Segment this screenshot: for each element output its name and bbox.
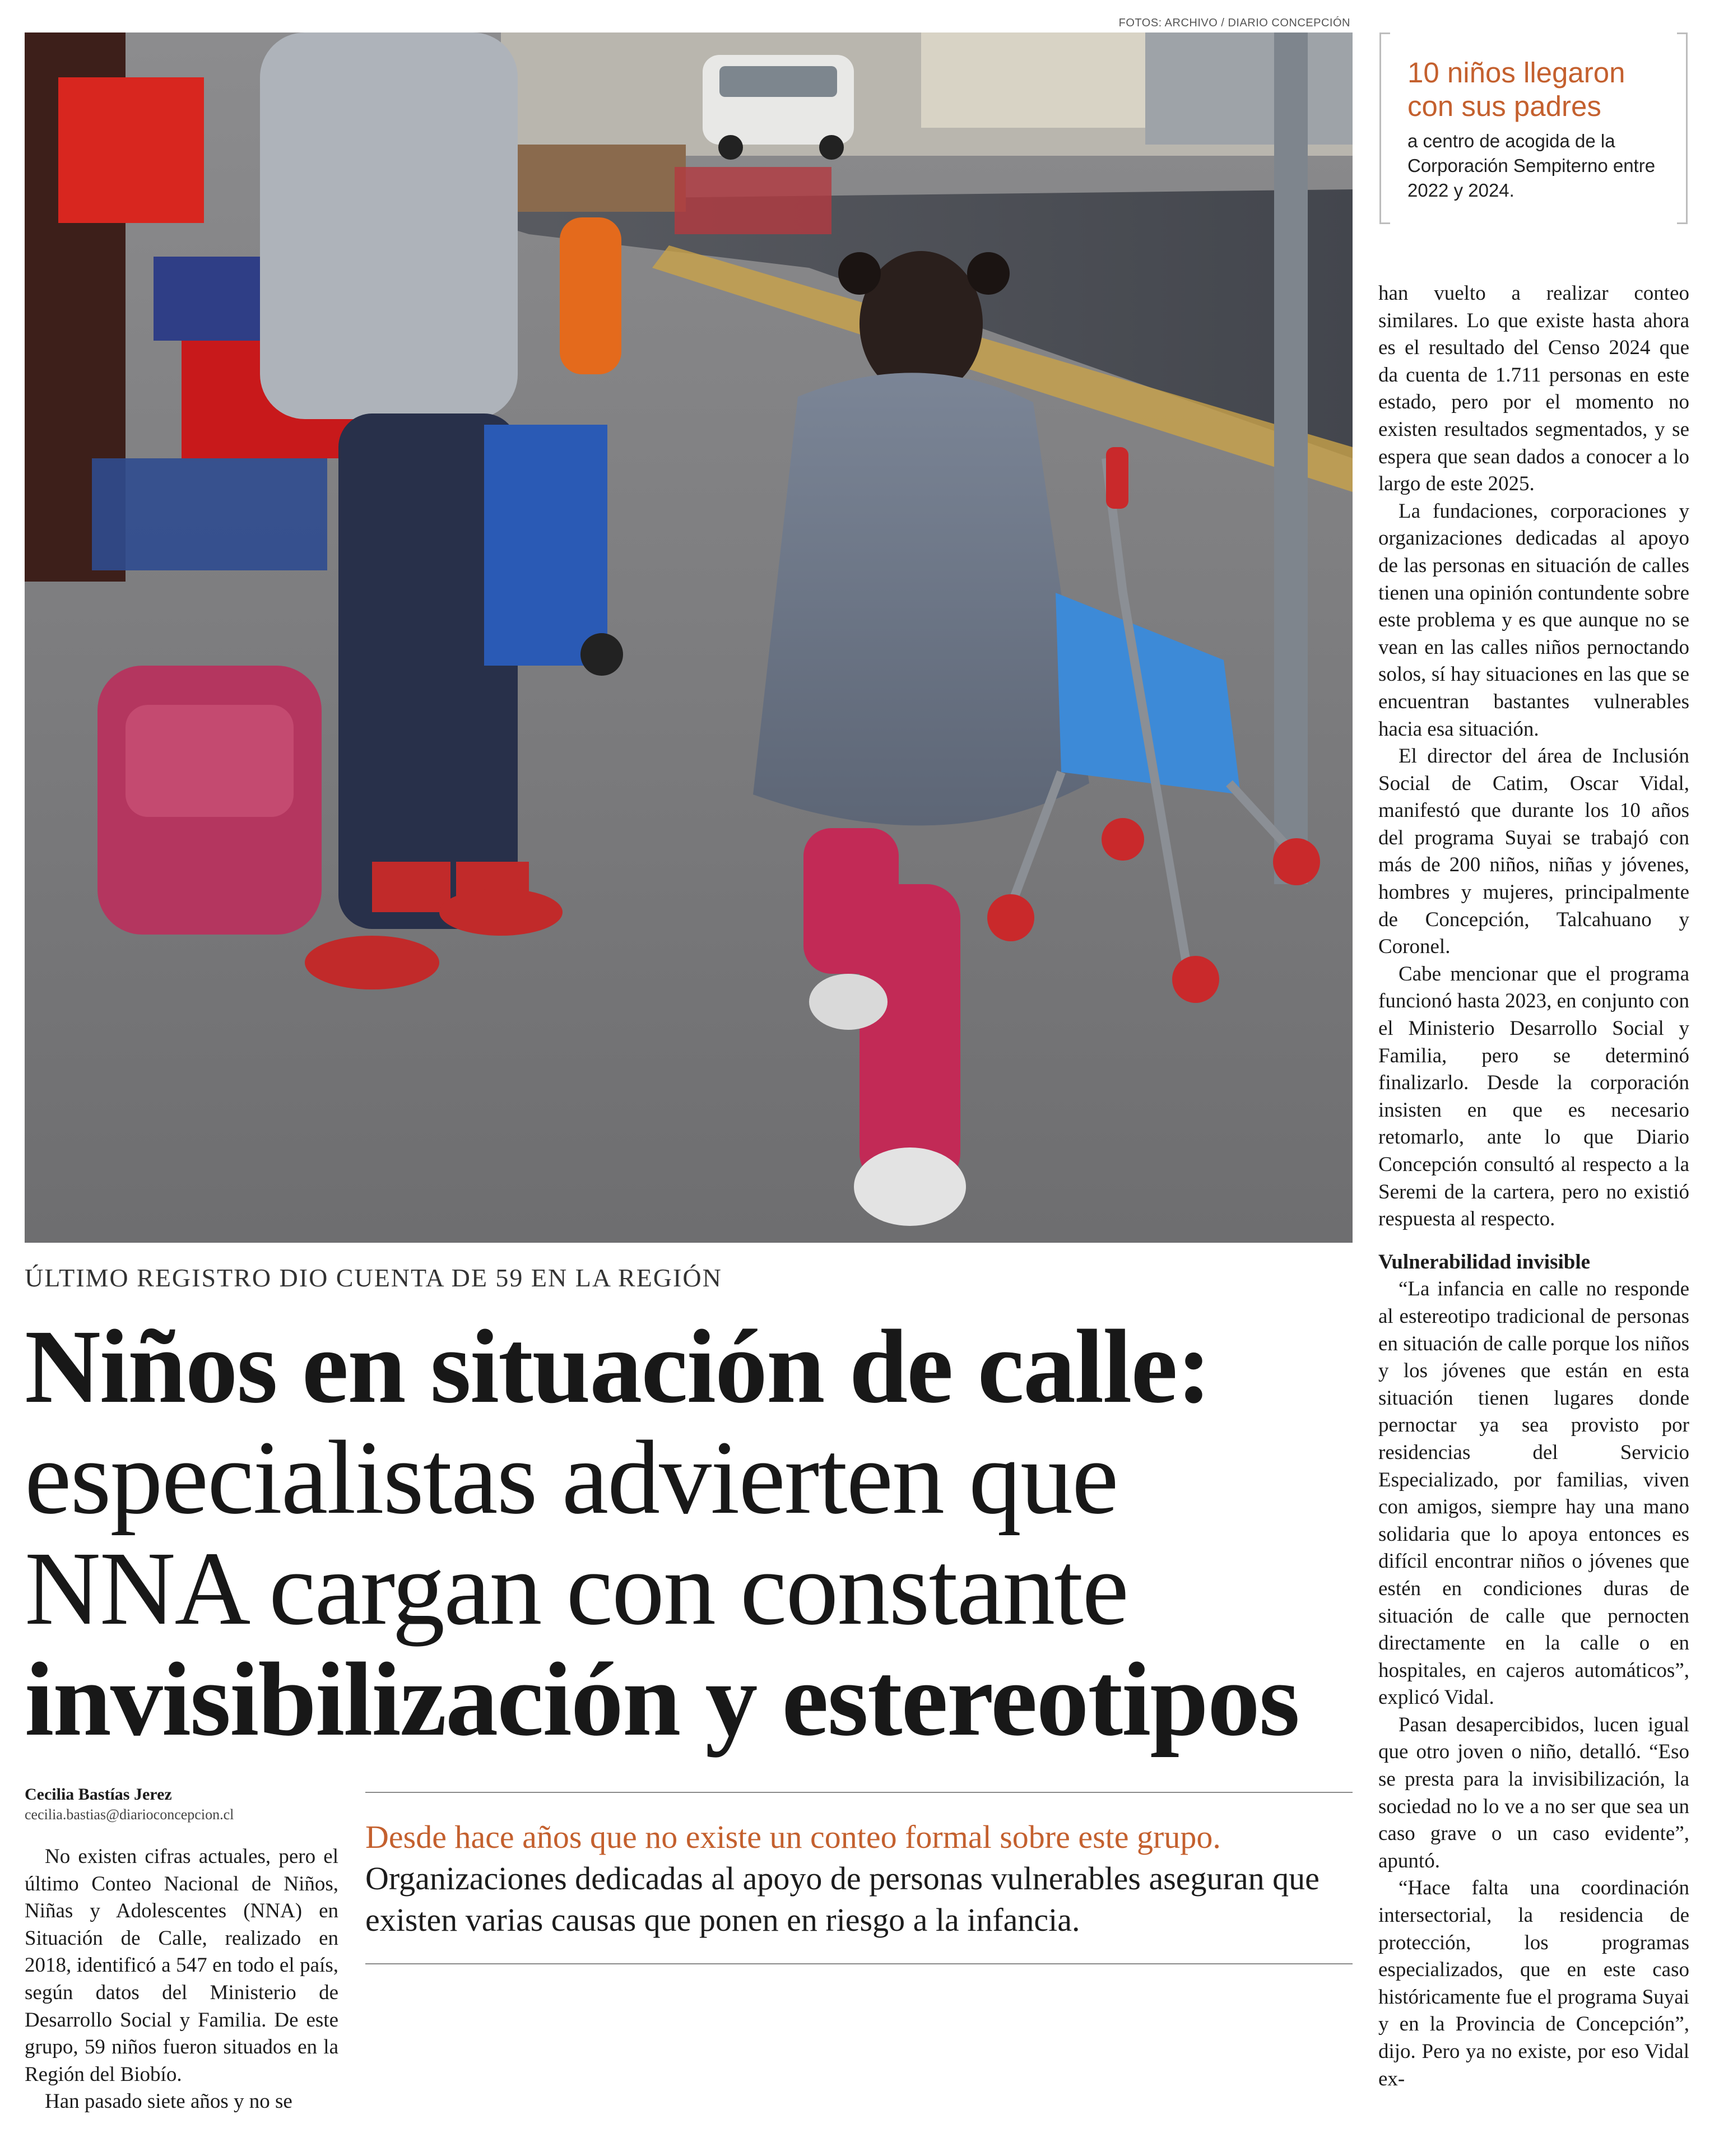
author-name: Cecilia Bastías Jerez	[25, 1785, 172, 1804]
street-scene-illustration	[25, 32, 1353, 1243]
standfirst-text: Organizaciones dedicadas al apoyo de personas vulnerables aseguran que existen varias causas que ponen en riesgo a la infancia.	[365, 1860, 1320, 1938]
headline-line-3: NNA cargan con constante	[25, 1530, 1128, 1647]
headline	[25, 1308, 1358, 1758]
body-column-1	[25, 1843, 338, 2116]
body-column-2	[1378, 280, 1689, 2093]
kicker: ÚLTIMO REGISTRO DIO CUENTA DE 59 EN LA REGIÓN	[25, 1263, 722, 1292]
bracket-left	[1379, 32, 1390, 224]
paragraph: Pasan desapercibidos, lucen igual que otro joven o niño, detalló. “Eso se presta para la invisibilización, la sociedad no lo ve a no ser que sea un caso grave o un caso evidente”, apuntó.	[1378, 1713, 1689, 1872]
paragraph: Cabe mencionar que el programa funcionó hasta 2023, en conjunto con el Ministerio Desarrollo Social y Familia, pero se determinó finalizarlo. Desde la corporación insisten en que es necesario retomarlo, ante lo que Diario Concepción consultó al respecto a la Seremi de la cartera, pero no existió respuesta al respecto.	[1378, 962, 1689, 1231]
subheading: Vulnerabilidad invisible	[1378, 1250, 1591, 1274]
callout-text: a centro de acogida de la Corporación Sempiterno entre 2022 y 2024.	[1407, 131, 1656, 201]
callout-title: 10 niños llegaron con sus padres	[1407, 57, 1625, 122]
backpack-illustration	[97, 666, 322, 935]
callout-box	[1379, 32, 1688, 221]
paragraph: “La infancia en calle no responde al estereotipo tradicional de personas en situación de calle porque los niños y los jóvenes que están en esta situación tienen lugares donde pernoctar ya sea provisto por residencias del Servicio Especializado, por familias, viven con amigos, siempre hay una mano solidaria que lo apoya entonces es difícil encontrar niños o jóvenes que estén en condiciones duras de situación de calle que pernocten directamente en la calle o en hospitales, en cajeros automáticos”, explicó Vidal.	[1378, 1277, 1689, 1709]
standfirst-lead: Desde hace años que no existe un conteo formal sobre este grupo.	[365, 1819, 1221, 1855]
paragraph: No existen cifras actuales, pero el último Conteo Nacional de Niños, Niñas y Adolescentes (NNA) en Situación de Calle, realizado en 2018, identificó a 547 en todo el país, según datos del Ministerio de Desarrollo Social y Familia. De este grupo, 59 niños fueron situados en la Región del Biobío.	[25, 1845, 338, 2086]
headline-line-4: invisibilización y estereotipos	[25, 1641, 1299, 1758]
article-photo	[25, 32, 1353, 1243]
photo-credit: FOTOS: ARCHIVO / DIARIO CONCEPCIÓN	[1118, 17, 1350, 29]
byline	[25, 1785, 338, 1823]
bracket-right	[1677, 32, 1688, 224]
author-email: cecilia.bastias@diarioconcepcion.cl	[25, 1806, 234, 1823]
car-illustration	[703, 55, 854, 160]
paragraph: La fundaciones, corporaciones y organizaciones dedicadas al apoyo de las personas en situación de calles tienen una opinión contundente sobre este problema y es que aunque no se vean en las calles niños pernoctando solos, sí hay situaciones en las que se encuentran bastantes vulnerables hacia esa situación.	[1378, 499, 1689, 741]
headline-line-1: Niños en situación de calle:	[25, 1308, 1211, 1425]
headline-line-2: especialistas advierten que	[25, 1419, 1118, 1536]
paragraph: El director del área de Inclusión Social de Catim, Oscar Vidal, manifestó que durante los 10 años del programa Suyai se trabajó con más de 200 niños, niñas y jóvenes, hombres y mujeres, principalmente de Concepción, Talcahuano y Coronel.	[1378, 745, 1689, 959]
paragraph: “Hace falta una coordinación intersectorial, la residencia de protección, los programas especializados, que en este caso históricamente fue el programa Suyai y en la Provincia de Concepción”, dijo. Pero ya no existe, por eso Vidal ex-	[1378, 1876, 1689, 2090]
paragraph: Han pasado siete años y no se	[45, 2090, 292, 2113]
standfirst	[365, 1792, 1353, 1964]
paragraph: han vuelto a realizar conteo similares. Lo que existe hasta ahora es el resultado del Censo 2024 que da cuenta de 1.711 personas en este estado, pero por el momento no existen resultados segmentados, y se espera que sean dados a conocer a lo largo de este 2025.	[1378, 282, 1689, 496]
